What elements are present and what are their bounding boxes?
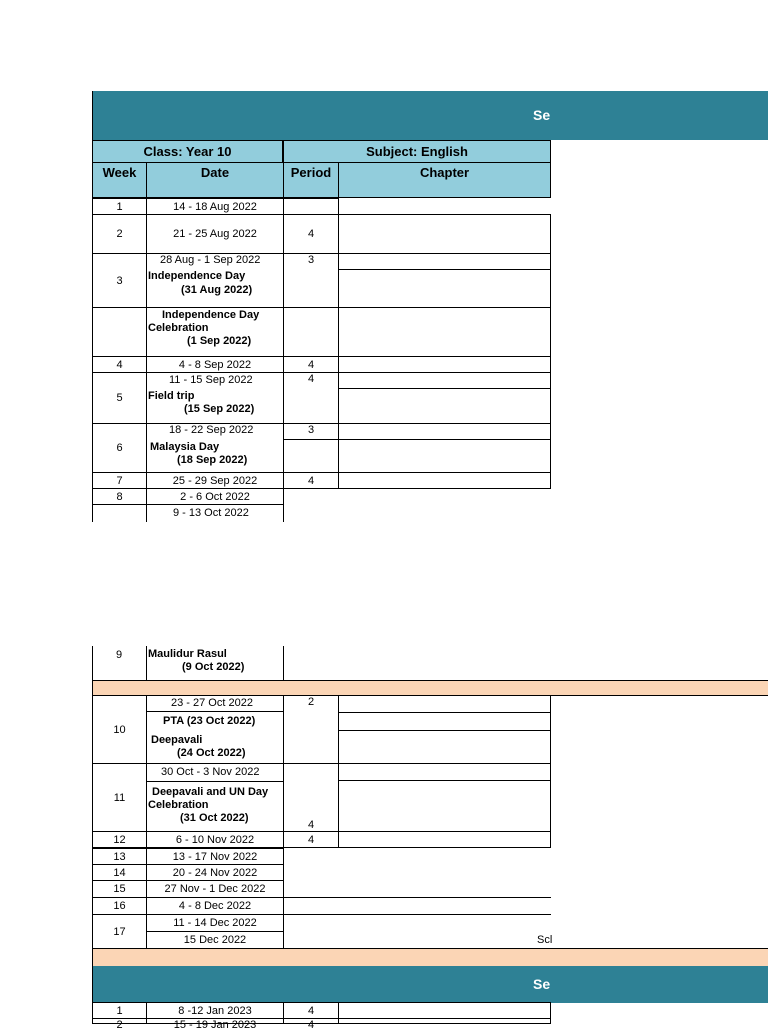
- chapter-cell: [338, 695, 551, 713]
- event-text: Deepavali and UN Day: [152, 786, 269, 798]
- chapter-cell: [338, 423, 551, 440]
- date-column-header: Date: [146, 162, 284, 198]
- row-line: [283, 897, 551, 898]
- date-cell: 20 - 24 Nov 2022: [146, 864, 284, 881]
- event-text: Celebration: [148, 799, 209, 811]
- chapter-cell: [338, 763, 551, 781]
- date-cell: 27 Nov - 1 Dec 2022: [146, 880, 284, 898]
- date-cell: 4 - 8 Sep 2022: [146, 356, 284, 373]
- event-date-text: (31 Aug 2022): [181, 284, 253, 296]
- event-date-text: (1 Sep 2022): [187, 335, 252, 347]
- period-cell: [283, 307, 339, 357]
- period-cell: 4: [283, 214, 339, 254]
- date-cell: 25 - 29 Sep 2022: [146, 472, 284, 489]
- date-cell: 15 - 19 Jan 2023: [146, 1018, 284, 1024]
- date-cell: 14 - 18 Aug 2022: [146, 198, 284, 215]
- date-cell: 11 - 14 Dec 2022: [146, 914, 284, 932]
- chapter-cell: [338, 780, 551, 832]
- date-text: 28 Aug - 1 Sep 2022: [160, 254, 261, 266]
- chapter-cell: [338, 269, 551, 308]
- chapter-cell: [338, 730, 551, 764]
- date-right-border: [283, 646, 284, 680]
- school-holiday-note: Scl: [537, 934, 553, 946]
- date-right-border: [283, 504, 284, 522]
- event-text: Maulidur Rasul: [148, 648, 227, 660]
- event-text: PTA (23 Oct 2022): [163, 715, 256, 727]
- date-divider: [146, 781, 284, 782]
- week-cell: 15: [92, 880, 147, 898]
- period-cell: 4: [283, 472, 339, 489]
- row-line: [283, 914, 551, 915]
- chapter-cell: [338, 712, 551, 731]
- event-text: Celebration: [148, 322, 209, 334]
- period-cell: 4: [283, 372, 339, 424]
- chapter-cell: [338, 372, 551, 389]
- event-date-text: (31 Oct 2022): [180, 812, 249, 824]
- chapter-cell: [338, 253, 551, 270]
- week-cell: 12: [92, 831, 147, 848]
- chapter-cell: [338, 307, 551, 357]
- date-left-border: [146, 646, 147, 680]
- date-cell: 21 - 25 Aug 2022: [146, 214, 284, 254]
- chapter-cell: [338, 831, 551, 848]
- week-cell: 3: [92, 253, 147, 308]
- semester-title: Se: [533, 976, 551, 992]
- date-text: 30 Oct - 3 Nov 2022: [161, 766, 260, 778]
- week-cell: 13: [92, 848, 147, 865]
- week-cell: 1: [92, 1002, 147, 1019]
- week-cell: 6: [92, 423, 147, 473]
- chapter-cell: [338, 356, 551, 373]
- period-cell: [283, 439, 339, 473]
- week-cell: 16: [92, 897, 147, 915]
- chapter-cell: [338, 214, 551, 254]
- week-cell: [92, 307, 147, 357]
- event-date-text: (15 Sep 2022): [184, 403, 255, 415]
- period-column-header: Period: [283, 162, 339, 198]
- week-text: 9: [116, 649, 123, 661]
- date-cell: 4 - 8 Dec 2022: [146, 897, 284, 915]
- period-cell: 4: [283, 356, 339, 373]
- event-date-text: (24 Oct 2022): [177, 747, 246, 759]
- chapter-cell: [338, 472, 551, 489]
- date-text: 11 - 15 Sep 2022: [169, 374, 253, 386]
- period-cell: 4: [283, 1018, 339, 1024]
- date-left-border: [146, 504, 147, 522]
- chapter-cell: [338, 1018, 551, 1024]
- event-text: Deepavali: [151, 734, 203, 746]
- semester-title: Se: [533, 107, 551, 123]
- chapter-cell: [338, 388, 551, 424]
- week-cell: 5: [92, 372, 147, 424]
- period-cell: 3: [283, 423, 339, 440]
- week-cell: 10: [92, 695, 147, 764]
- date-divider: [146, 711, 284, 712]
- period-cell: 4: [283, 1002, 339, 1019]
- week-cell: 7: [92, 472, 147, 489]
- holiday-break-row: [92, 948, 768, 966]
- period-cell: 4: [283, 831, 339, 848]
- week-cell: 1: [92, 198, 147, 215]
- table-left-border: [92, 646, 93, 680]
- date-text: 23 - 27 Oct 2022: [171, 697, 253, 709]
- semester-banner: [92, 966, 768, 1003]
- semester-banner: [92, 91, 768, 140]
- chapter-cell: [338, 439, 551, 473]
- week-cell: 14: [92, 864, 147, 881]
- event-text: Field trip: [148, 390, 195, 402]
- event-date-text: (9 Oct 2022): [182, 661, 245, 673]
- week-column-header: Week: [92, 162, 147, 198]
- date-text: 18 - 22 Sep 2022: [169, 424, 254, 436]
- date-cell: 13 - 17 Nov 2022: [146, 848, 284, 865]
- period-cell: [283, 763, 339, 832]
- subject-header: Subject: English: [283, 140, 551, 163]
- chapter-column-header: Chapter: [338, 162, 551, 198]
- week-cell: 4: [92, 356, 147, 373]
- event-text: Independence Day: [148, 270, 246, 282]
- date-cell: 6 - 10 Nov 2022: [146, 831, 284, 848]
- period-cell: 3: [283, 253, 339, 308]
- week-cell: 2: [92, 214, 147, 254]
- week-cell: 11: [92, 763, 147, 832]
- date-cell: 8 -12 Jan 2023: [146, 1002, 284, 1019]
- event-text: Independence Day: [162, 309, 260, 321]
- date-cell: 2 - 6 Oct 2022: [146, 488, 284, 505]
- date-cell: 15 Dec 2022: [146, 931, 284, 949]
- table-left-border: [92, 504, 93, 522]
- date-text: 9 - 13 Oct 2022: [173, 507, 249, 519]
- banner-left-border: [92, 91, 93, 140]
- event-date-text: (18 Sep 2022): [177, 454, 248, 466]
- week-cell: 2: [92, 1018, 147, 1024]
- class-header: Class: Year 10: [92, 140, 283, 163]
- week-cell: 17: [92, 914, 147, 949]
- week-cell: 8: [92, 488, 147, 505]
- period-cell: [283, 198, 339, 215]
- event-text: Malaysia Day: [150, 441, 220, 453]
- period-value: 4: [307, 819, 315, 831]
- period-cell: 2: [283, 695, 339, 764]
- holiday-break-row: [92, 680, 768, 696]
- chapter-cell: [338, 1002, 551, 1019]
